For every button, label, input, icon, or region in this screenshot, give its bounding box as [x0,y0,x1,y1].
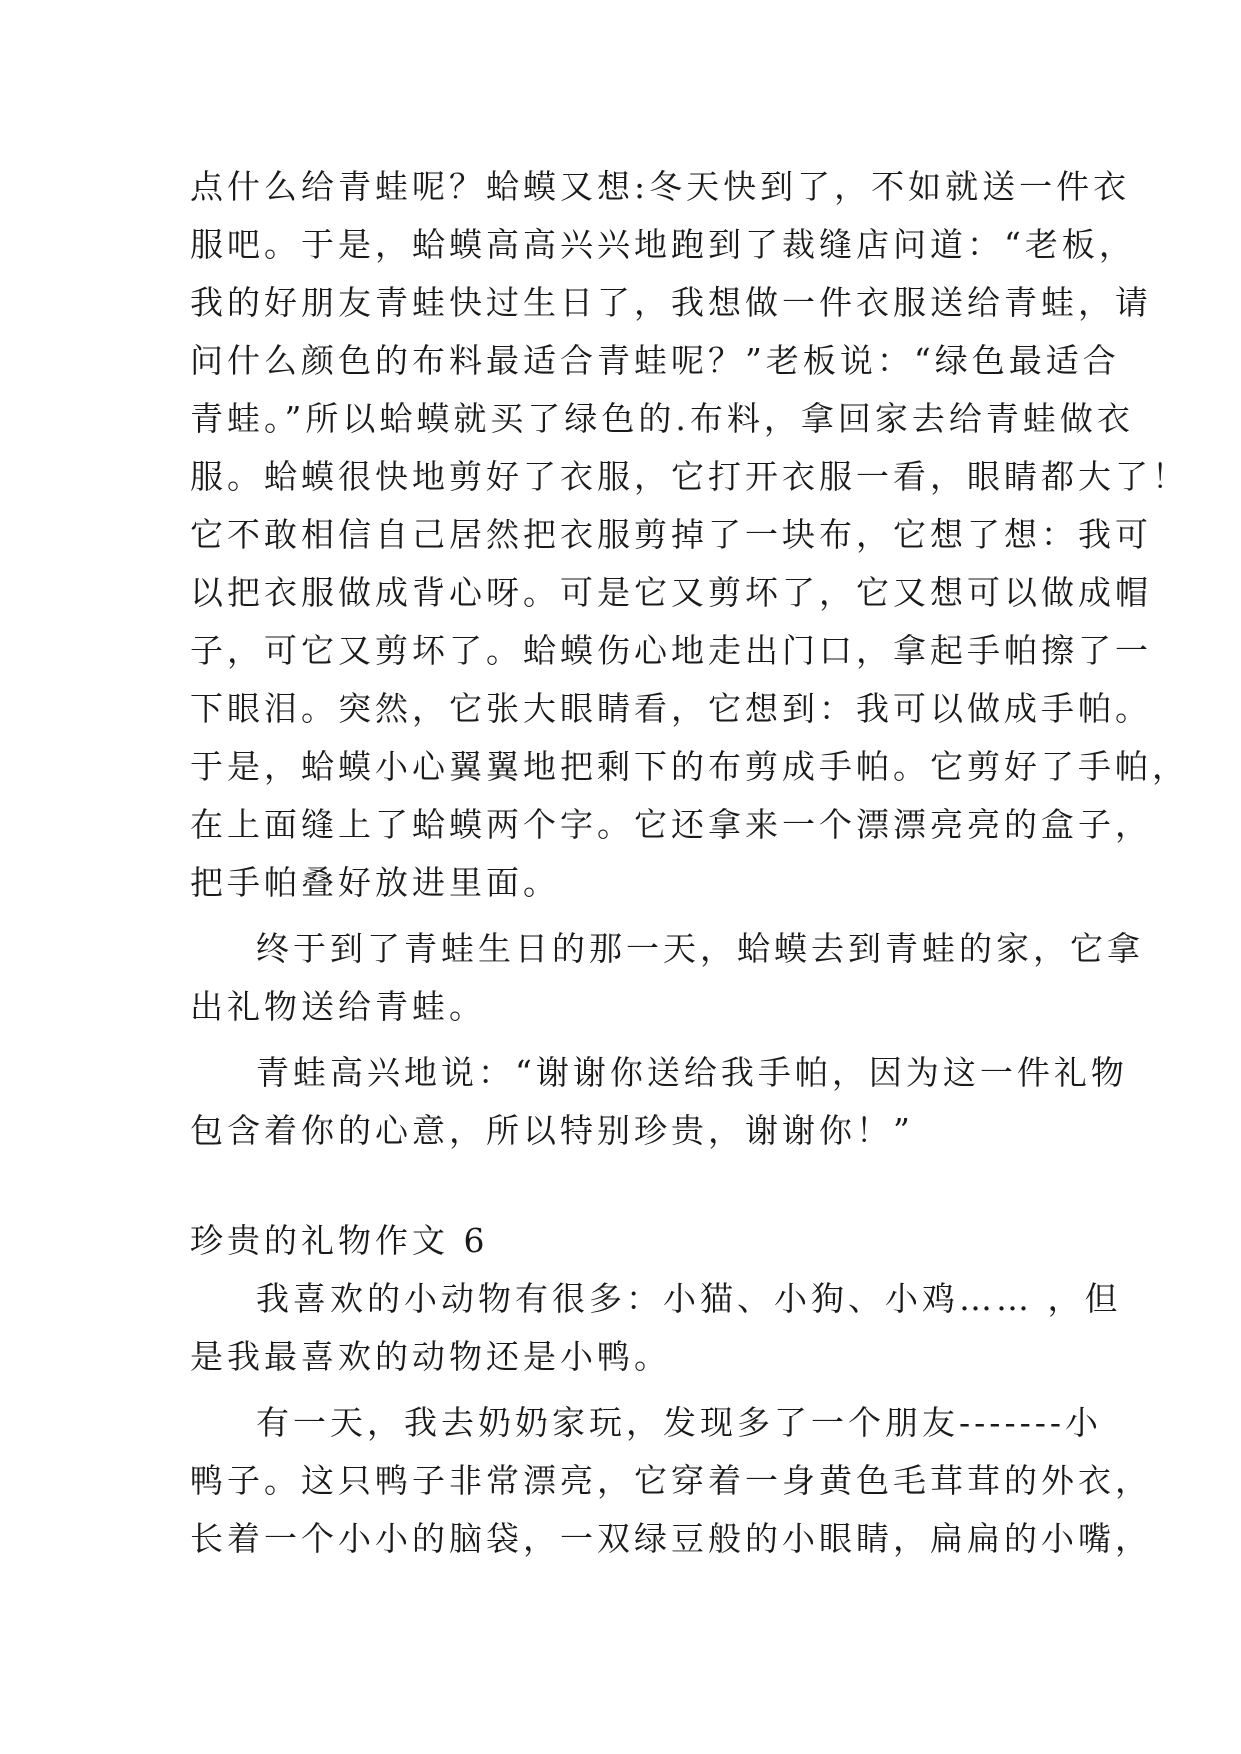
text-line: 青蛙。”所以蛤蟆就买了绿色的.布料，拿回家去给青蛙做衣 [190,399,1134,438]
section-spacer [190,1160,1070,1212]
text-line: 我喜欢的小动物有很多：小猫、小狗、小鸡…… ，但 [256,1279,1122,1318]
paragraph-favorite-animal [190,1270,1122,1386]
text-line: 我的好朋友青蛙快过生日了，我想做一件衣服送给青蛙，请 [190,283,1152,322]
text-line: 是我最喜欢的动物还是小鸭。 [190,1337,671,1376]
paragraph-frog-thanks [190,1044,1128,1160]
paragraph-duckling [190,1394,1152,1568]
text-line: 长着一个小小的脑袋，一双绿豆般的小眼睛，扁扁的小嘴， [190,1519,1152,1558]
paragraph-spacer [190,1036,1070,1044]
text-line: 以把衣服做成背心呀。可是它又剪坏了，它又想可以做成帽 [190,573,1152,612]
text-line: 服。蛤蟆很快地剪好了衣服，它打开衣服一看，眼睛都大了！ [190,457,1189,496]
paragraph-spacer [190,912,1070,920]
text-line: 服吧。于是，蛤蟆高高兴兴地跑到了裁缝店问道：“老板， [190,225,1136,264]
text-line: 问什么颜色的布料最适合青蛙呢？”老板说：“绿色最适合 [190,341,1120,380]
paragraph-birthday [190,920,1144,1036]
paragraph-spacer [190,1386,1070,1394]
text-line: 它不敢相信自己居然把衣服剪掉了一块布，它想了想：我可 [190,515,1152,554]
text-line: 包含着你的心意，所以特别珍贵，谢谢你！” [190,1111,914,1150]
text-line: 把手帕叠好放进里面。 [190,863,560,902]
text-line: 青蛙高兴地说：“谢谢你送给我手帕，因为这一件礼物 [256,1053,1128,1092]
text-line: 点什么给青蛙呢？蛤蟆又想:冬天快到了，不如就送一件衣 [190,167,1131,206]
text-line: 在上面缝上了蛤蟆两个字。它还拿来一个漂漂亮亮的盒子， [190,805,1152,844]
text-line: 下眼泪。突然，它张大眼睛看，它想到：我可以做成手帕。 [190,689,1152,728]
text-line: 于是，蛤蟆小心翼翼地把剩下的布剪成手帕。它剪好了手帕， [190,747,1189,786]
essay-heading: 珍贵的礼物作文 6 [190,1221,489,1260]
text-line: 鸭子。这只鸭子非常漂亮，它穿着一身黄色毛茸茸的外衣， [190,1461,1152,1500]
paragraph-handkerchief-story [190,158,1189,912]
text-line: 有一天，我去奶奶家玩，发现多了一个朋友-------小 [256,1403,1103,1442]
document-body [190,158,1189,1568]
text-line: 出礼物送给青蛙。 [190,987,486,1026]
text-line: 子，可它又剪坏了。蛤蟆伤心地走出门口，拿起手帕擦了一 [190,631,1152,670]
text-line: 终于到了青蛙生日的那一天，蛤蟆去到青蛙的家，它拿 [256,929,1144,968]
